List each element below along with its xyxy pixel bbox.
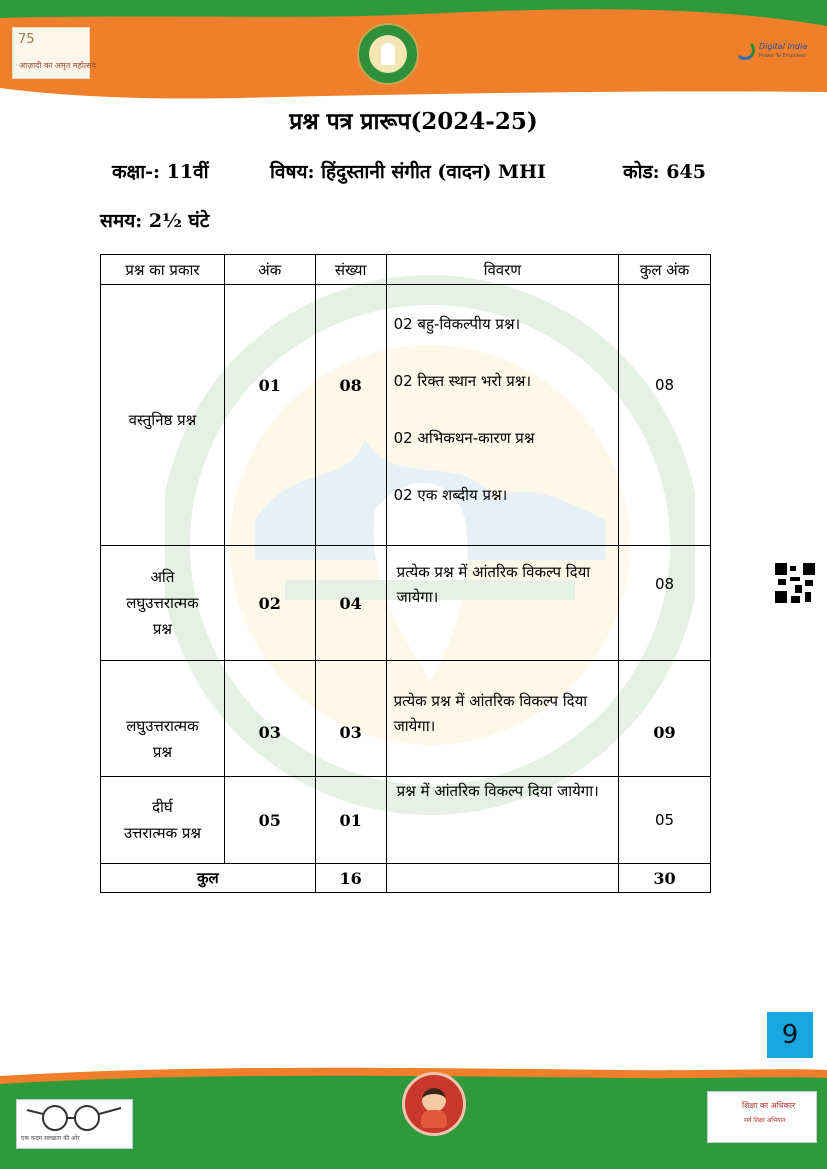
description-cell [386, 546, 619, 661]
rte-tagline: सर्व शिक्षा अभियान [744, 1117, 786, 1124]
question-type-line: अति [150, 568, 175, 586]
table-total-row [101, 864, 711, 893]
table-row [101, 285, 711, 546]
question-type-cell [101, 777, 225, 864]
question-type-cell [101, 285, 225, 546]
marks-cell: 02 [224, 546, 315, 661]
table-row [101, 546, 711, 661]
total-cell: 09 [619, 661, 711, 777]
digital-india-tagline: Power To Empower [759, 53, 807, 59]
question-type: वस्तुनिष्ठ प्रश्न [128, 411, 197, 429]
total-cell: 08 [619, 546, 711, 661]
header-total-marks: कुल अंक [619, 255, 711, 285]
description-line: 02 रिक्त स्थान भरो प्रश्न। [393, 372, 532, 390]
description-line: प्रत्येक प्रश्न में आंतरिक विकल्प दिया जायेगा। [393, 692, 588, 735]
grand-total-cell: 30 [619, 864, 711, 893]
digital-india-logo [735, 38, 808, 64]
description-line: प्रश्न में आंतरिक विकल्प दिया जायेगा। [396, 782, 599, 800]
marks-cell: 01 [224, 285, 315, 546]
right-to-education-logo [707, 1091, 817, 1143]
description-line: 02 बहु-विकल्पीय प्रश्न। [393, 315, 521, 333]
header-description: विवरण [386, 255, 619, 285]
qr-code-icon [775, 563, 815, 603]
code-label: कोड: 645 [623, 161, 706, 183]
digital-india-text: Digital India [759, 42, 808, 51]
description-cell [386, 777, 619, 864]
beti-bachao-logo [402, 1072, 466, 1136]
spectacles-icon [17, 1100, 132, 1134]
page-number-badge: 9 [767, 1012, 813, 1058]
count-cell: 03 [315, 661, 386, 777]
table-row [101, 661, 711, 777]
total-cell: 05 [619, 777, 711, 864]
question-type-cell [101, 661, 225, 777]
description-cell [386, 285, 619, 546]
marks-cell: 03 [224, 661, 315, 777]
count-cell: 04 [315, 546, 386, 661]
count-cell: 08 [315, 285, 386, 546]
total-count-cell: 16 [315, 864, 386, 893]
marks-cell: 05 [224, 777, 315, 864]
total-label-cell: कुल [101, 864, 316, 893]
azadi-amrit-mahotsav-logo [12, 27, 97, 79]
header-count: संख्या [315, 255, 386, 285]
swachh-bharat-logo [16, 1099, 133, 1149]
rte-title: शिक्षा का अधिकार [742, 1101, 796, 1110]
subject-label: विषय: हिंदुस्तानी संगीत (वादन) MHI [270, 161, 546, 183]
board-seal-logo [357, 23, 419, 85]
description-cell [386, 661, 619, 777]
question-type-line: उत्तरात्मक प्रश्न [123, 824, 202, 842]
question-pattern-table [100, 254, 711, 893]
swachh-bharat-tagline: एक कदम स्वच्छता की ओर [21, 1135, 80, 1142]
table-row [101, 777, 711, 864]
table-header-row [101, 255, 711, 285]
count-cell: 01 [315, 777, 386, 864]
total-empty-cell [386, 864, 619, 893]
header-marks: अंक [224, 255, 315, 285]
total-cell: 08 [619, 285, 711, 546]
question-type-line: लघुउत्तरात्मक [126, 716, 199, 735]
question-type-line: दीर्घ [152, 798, 173, 816]
class-label: कक्षा-: 11वीं [112, 161, 209, 183]
description-line: 02 एक शब्दीय प्रश्न। [393, 486, 508, 504]
logo-caption: आज़ादी का अमृत महोत्सव [19, 61, 97, 70]
question-type-line: लघुउत्तरात्मक [126, 594, 199, 612]
time-label: समय: 2½ घंटे [100, 210, 210, 232]
question-type-line: प्रश्न [152, 742, 172, 761]
question-type-line: प्रश्न [152, 620, 172, 638]
header-question-type: प्रश्न का प्रकार [101, 255, 225, 285]
description-line: 02 अभिकथन-कारण प्रश्न [393, 429, 535, 447]
question-type-cell [101, 546, 225, 661]
description-line: प्रत्येक प्रश्न में आंतरिक विकल्प दिया जायेगा। [396, 563, 591, 606]
logo-number: 75 [18, 32, 35, 47]
page-title: प्रश्न पत्र प्रारूप(2024-25) [289, 108, 538, 135]
